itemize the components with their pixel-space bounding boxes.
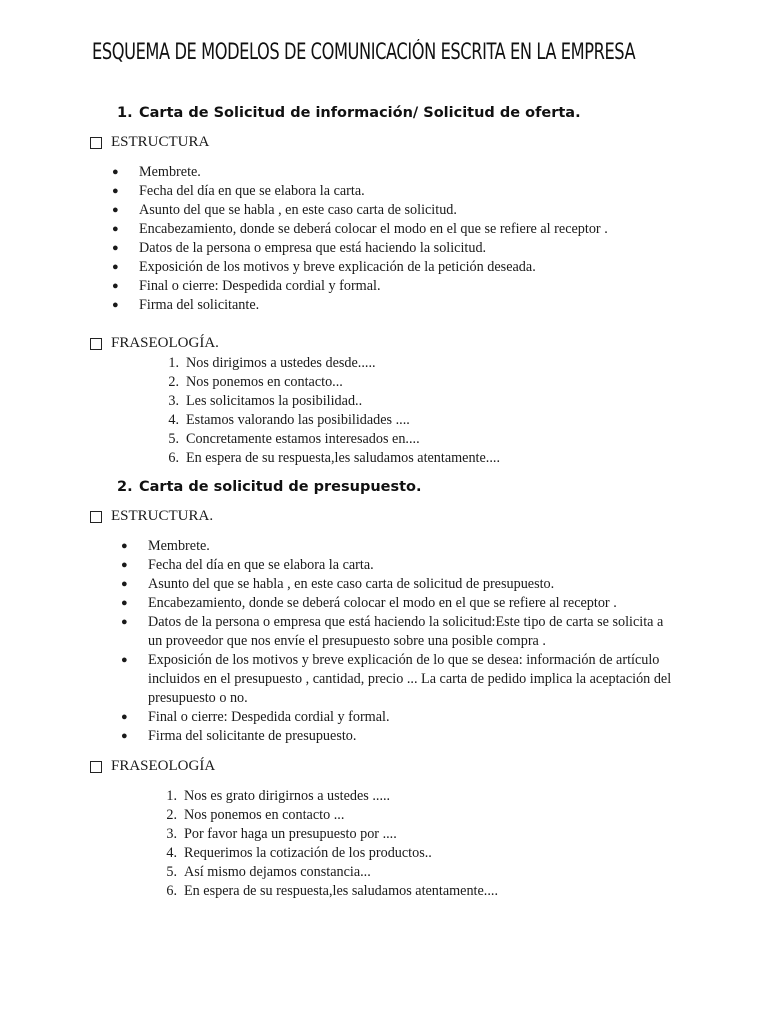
bullet-icon: ● [121, 559, 128, 571]
fraseologia-label: FRASEOLOGÍA [111, 758, 216, 774]
bullet-icon: ● [121, 730, 128, 742]
list-item: ● Fecha del día en que se elabora la carta. [121, 557, 374, 573]
list-item: ● Membrete. [121, 538, 210, 554]
bullet-icon: ● [112, 185, 119, 197]
bullet-icon: ● [112, 166, 119, 178]
section-1-estructura-list [112, 163, 699, 315]
checkbox-icon [90, 137, 102, 149]
list-item: ● Final o cierre: Despedida cordial y formal. [121, 709, 390, 725]
list-item: 4. Requerimos la cotización de los productos.. [166, 845, 432, 861]
section-2-title: Carta de solicitud de presupuesto. [139, 479, 422, 495]
list-item: 5. Concretamente estamos interesados en.... [168, 431, 420, 447]
list-item: ● Encabezamiento, donde se deberá colocar el modo en el que se refiere al receptor . [112, 221, 608, 237]
bullet-icon: ● [112, 223, 119, 235]
list-item: 2. Nos ponemos en contacto ... [166, 807, 345, 823]
bullet-icon: ● [121, 616, 128, 628]
bullet-icon: ● [112, 242, 119, 254]
list-item: ● Exposición de los motivos y breve explicación de la petición deseada. [112, 259, 536, 275]
section-2-estructura-list [121, 537, 678, 746]
list-item: 6. En espera de su respuesta,les saludamos atentamente.... [166, 883, 498, 899]
estructura-label: ESTRUCTURA [111, 134, 210, 150]
bullet-icon: ● [112, 204, 119, 216]
list-item: 3. Por favor haga un presupuesto por .... [166, 826, 397, 842]
list-item: 1. Nos es grato dirigirnos a ustedes ..... [166, 788, 391, 804]
bullet-icon: ● [112, 261, 119, 273]
list-item: ● Fecha del día en que se elabora la carta. [112, 183, 365, 199]
estructura-label: ESTRUCTURA. [111, 508, 214, 524]
bullet-icon: ● [112, 280, 119, 292]
section-2-estructura-label [90, 508, 213, 525]
checkbox-icon [90, 761, 102, 773]
list-item: ● Asunto del que se habla , en este caso carta de solicitud. [112, 202, 457, 218]
bullet-icon: ● [121, 540, 128, 552]
section-1-estructura-label [90, 134, 209, 151]
section-1-heading [117, 105, 581, 121]
section-1-title: Carta de Solicitud de información/ Solicitud de oferta. [139, 105, 581, 121]
list-item: ● Exposición de los motivos y breve explicación de lo que se desea: información de artículo incluidos en el presupuesto , cantidad, precio ... La carta de pedido implica la aceptación del presupuesto o no. [121, 652, 672, 706]
bullet-icon: ● [121, 578, 128, 590]
section-1-number: 1. [117, 105, 133, 121]
list-item: ● Datos de la persona o empresa que está haciendo la solicitud. [112, 240, 487, 256]
bullet-icon: ● [121, 654, 128, 666]
list-item: ● Firma del solicitante. [112, 297, 260, 313]
list-item: 4. Estamos valorando las posibilidades .... [168, 412, 410, 428]
section-1-fraseologia-list [168, 354, 500, 468]
list-item: ● Datos de la persona o empresa que está haciendo la solicitud:Este tipo de carta se solicita a un proveedor que nos envíe el presupuesto sobre una posible compra . [121, 614, 664, 649]
fraseologia-label: FRASEOLOGÍA. [111, 335, 219, 351]
section-2-number: 2. [117, 479, 133, 495]
list-item: ● Firma del solicitante de presupuesto. [121, 728, 357, 744]
page-title: ESQUEMA DE MODELOS DE COMUNICACIÓN ESCRITA EN LA EMPRESA [92, 40, 636, 65]
list-item: ● Encabezamiento, donde se deberá colocar el modo en el que se refiere al receptor . [121, 595, 617, 611]
checkbox-icon [90, 511, 102, 523]
list-item: 5. Así mismo dejamos constancia... [166, 864, 371, 880]
bullet-icon: ● [112, 299, 119, 311]
list-item: 2. Nos ponemos en contacto... [168, 374, 343, 390]
bullet-icon: ● [121, 711, 128, 723]
bullet-icon: ● [121, 597, 128, 609]
section-1-fraseologia-label [90, 335, 219, 352]
section-2-fraseologia-label [90, 758, 215, 775]
checkbox-icon [90, 338, 102, 350]
list-item: 3. Les solicitamos la posibilidad.. [168, 393, 363, 409]
section-2-heading [117, 479, 422, 495]
list-item: 6. En espera de su respuesta,les saludamos atentamente.... [168, 450, 500, 466]
list-item: 1. Nos dirigimos a ustedes desde..... [168, 355, 376, 371]
section-2-fraseologia-list [166, 787, 498, 901]
list-item: ● Membrete. [112, 164, 201, 180]
list-item: ● Asunto del que se habla , en este caso carta de solicitud de presupuesto. [121, 576, 555, 592]
list-item: ● Final o cierre: Despedida cordial y formal. [112, 278, 381, 294]
